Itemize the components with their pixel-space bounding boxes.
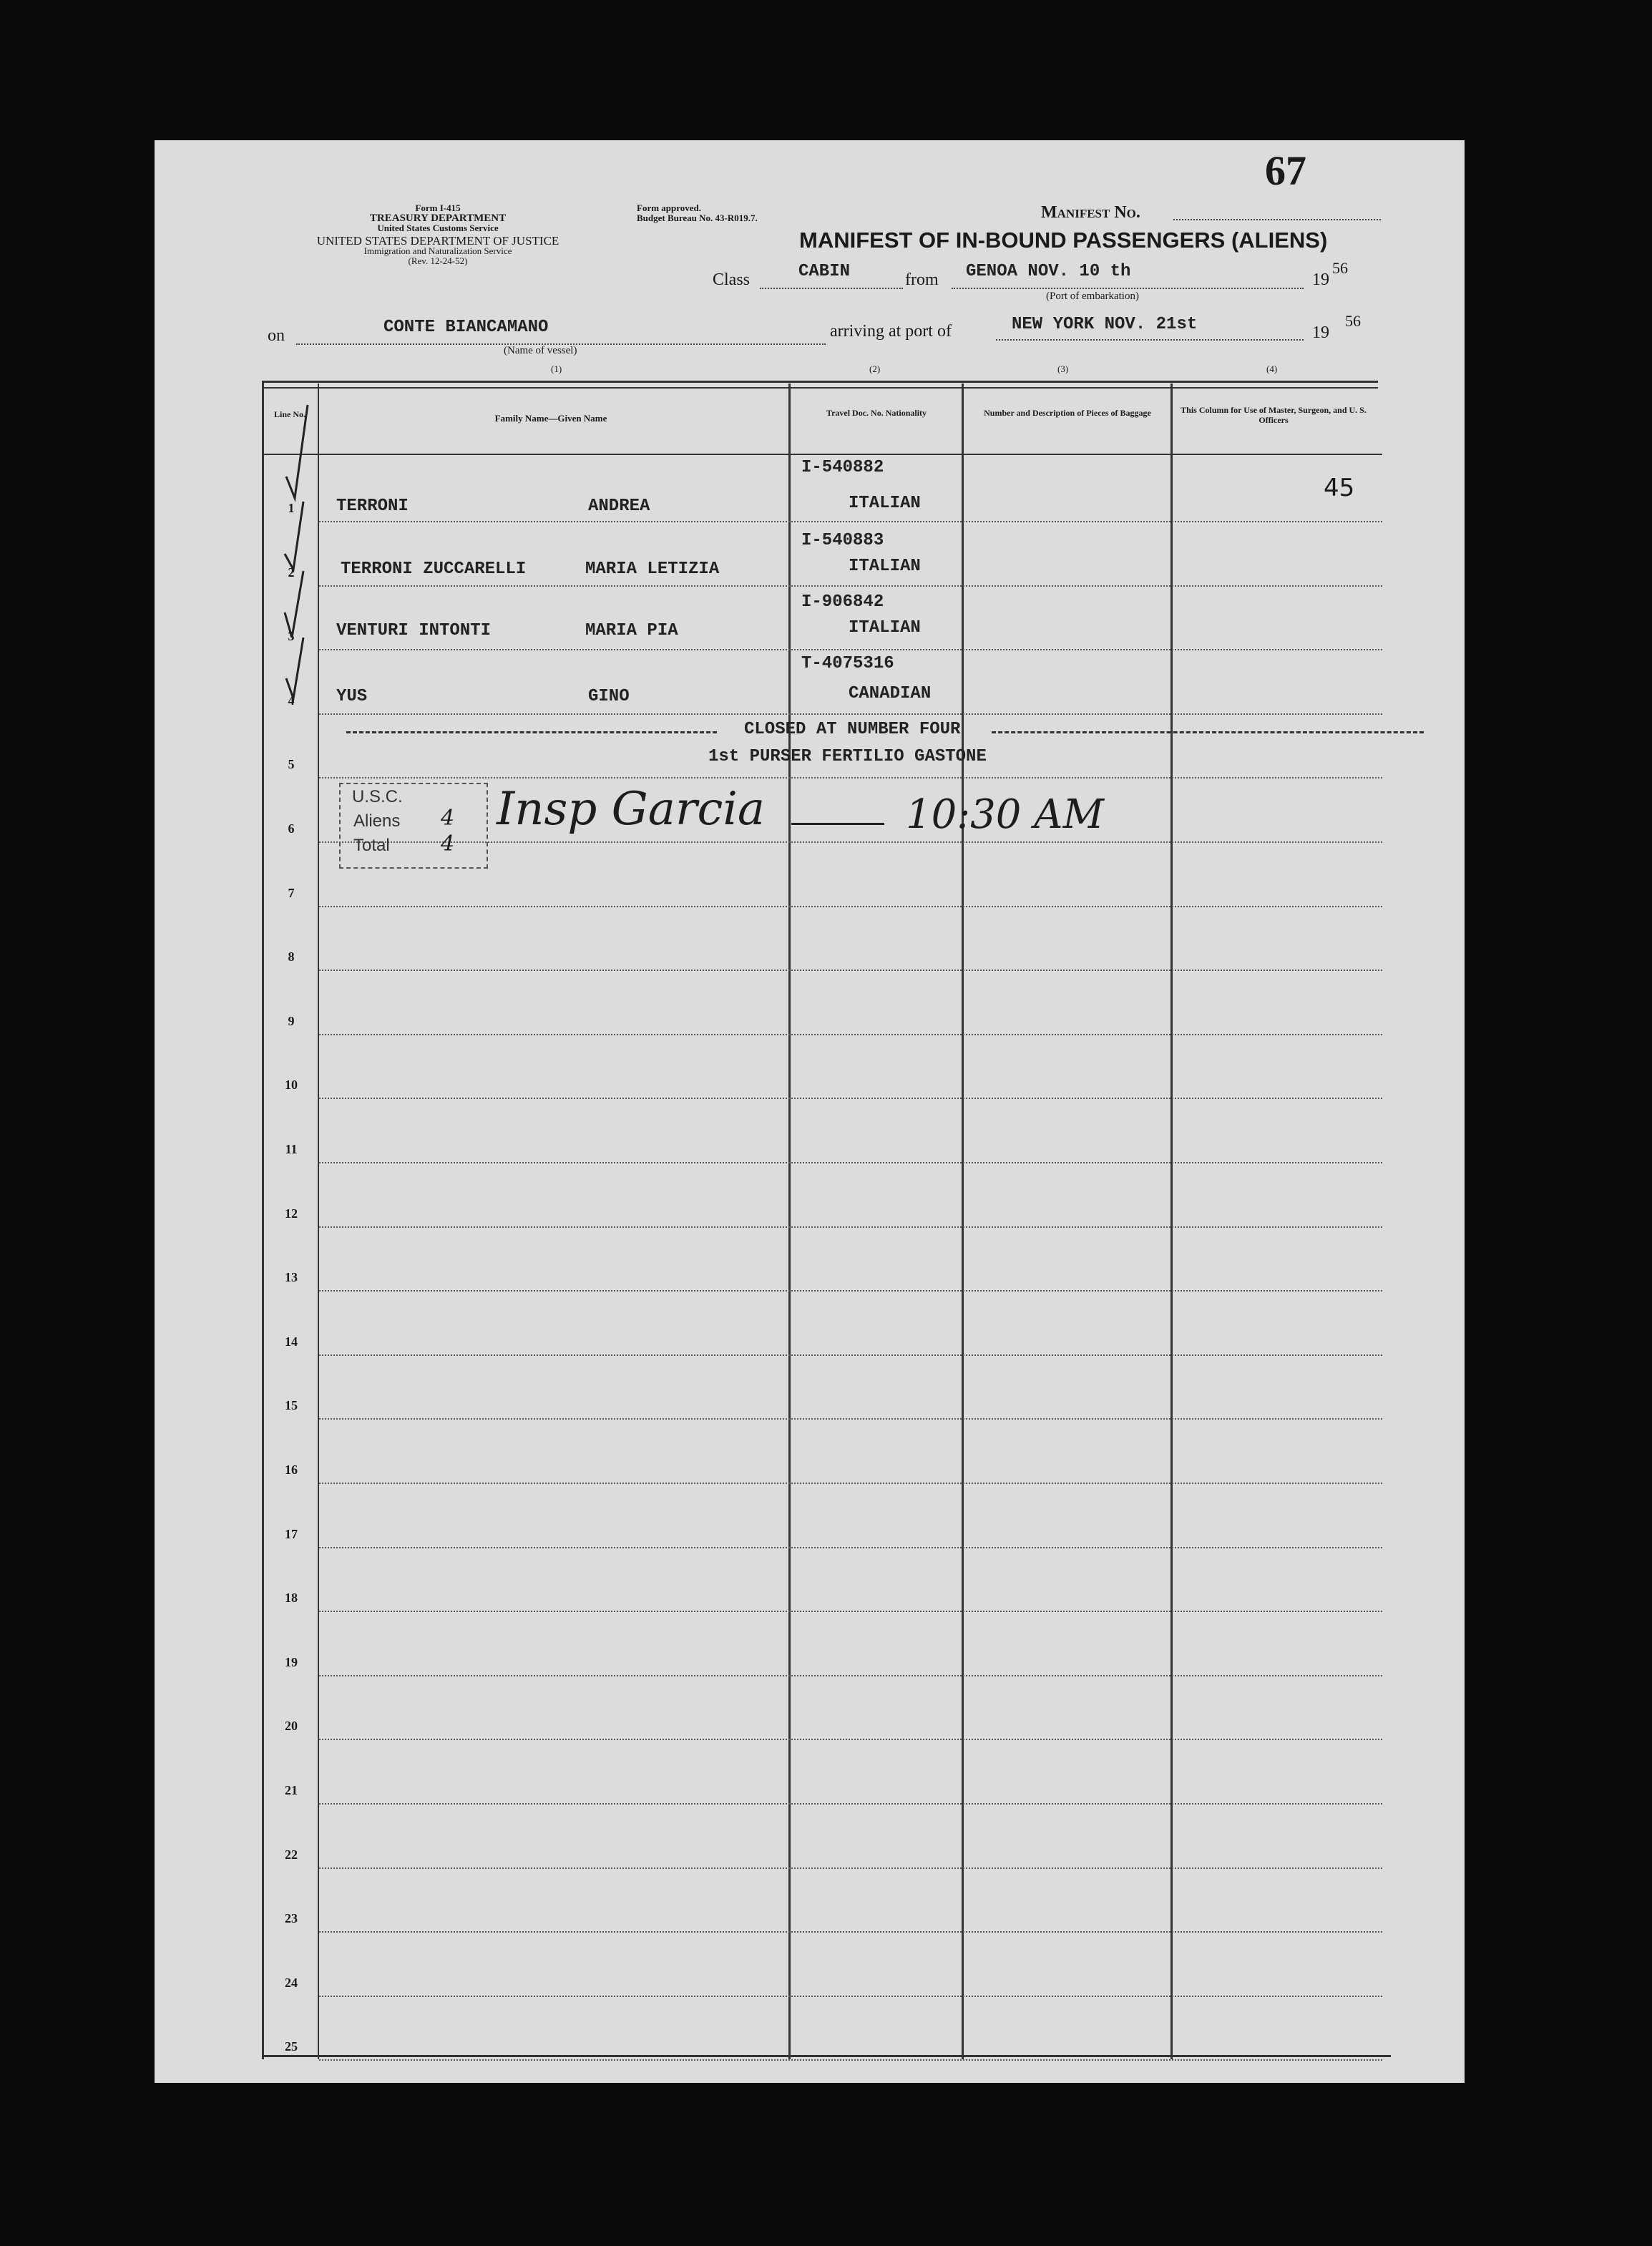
line-number: 15 [285,1398,298,1412]
row-rule [319,2059,1382,2061]
passenger-nationality: ITALIAN [849,557,921,576]
row-rule [319,1226,1382,1228]
passenger-given-name: MARIA PIA [585,621,678,640]
check-icon [286,405,308,498]
inspector-signature: Insp Garcia [497,783,765,836]
signature-stroke [791,823,884,825]
customs-service: United States Customs Service [377,223,499,233]
line-number: 10 [285,1078,298,1092]
check-icon [286,638,303,698]
purser-text: 1st PURSER FERTILIO GASTONE [708,747,987,766]
row-rule [319,1803,1382,1805]
row-rule [319,1867,1382,1869]
on-label: on [268,326,285,345]
line-number: 2 [288,565,295,580]
row-rule [319,1675,1382,1676]
passenger-doc: T-4075316 [801,654,894,673]
row-rule [319,1162,1382,1163]
line-number: 1 [288,501,295,515]
table-bottom-rule [262,2055,1391,2057]
passenger-doc: I-906842 [801,592,884,612]
form-approved-text: Form approved. [637,202,702,213]
row-rule [319,1611,1382,1612]
passenger-nationality: CANADIAN [849,684,932,703]
passenger-nationality: ITALIAN [849,618,921,638]
ins-service: Immigration and Naturalization Service [363,245,512,256]
line-number: 24 [285,1976,298,1990]
col-num-3: (3) [1057,363,1069,374]
treasury-dept: TREASURY DEPARTMENT [369,213,507,224]
class-value: CABIN [798,262,851,281]
arrival-field [996,339,1304,341]
line-number: 8 [288,949,295,964]
passenger-family-name: TERRONI [336,497,409,516]
col-header-officers: This Column for Use of Master, Surgeon, and U. S. Officers [1181,405,1367,425]
page-title: MANIFEST OF IN-BOUND PASSENGERS (ALIENS) [799,228,1328,253]
form-number: Form I-415 [415,202,461,213]
row-rule [319,1547,1382,1548]
year-prefix-1: 19 [1312,270,1329,289]
check-icon [285,502,303,570]
row-rule [319,1354,1382,1356]
year-suffix-1: 56 [1332,259,1348,277]
col-header-line: Line No. [273,409,306,419]
class-field [760,288,903,289]
passenger-doc: I-540883 [801,531,884,550]
row-rule [319,1290,1382,1292]
line-number: 11 [285,1142,298,1156]
travel-col-divider [962,384,964,2059]
officer-note: 45 [1324,474,1355,502]
line-number: 14 [285,1334,298,1349]
manifest-page [155,140,1465,2083]
row-rule [319,1098,1382,1099]
vessel-note: (Name of vessel) [504,345,577,356]
line-number: 25 [285,2039,298,2054]
passenger-given-name: ANDREA [588,497,650,516]
manifest-no-label: Manifest No. [1041,203,1140,222]
line-number: 16 [285,1463,298,1477]
row-rule [319,1418,1382,1420]
table-top-rule [262,381,1378,389]
header-left [259,203,617,266]
port-note: (Port of embarkation) [1046,290,1139,302]
page-number: 67 [1265,147,1306,194]
year-suffix-2: 56 [1345,312,1361,330]
vessel-name: CONTE BIANCAMANO [383,318,549,337]
line-number: 20 [285,1719,298,1733]
col-num-2: (2) [869,363,881,374]
manifest-no-field [1173,219,1381,220]
arriving-label: arriving at port of [830,322,952,341]
table-left-border [262,381,264,2059]
row-rule [319,906,1382,907]
class-label: Class [713,270,751,289]
inspection-time: 10:30 AM [906,791,1104,838]
line-number: 5 [288,757,295,771]
row-rule [319,777,1382,778]
line-number: 3 [288,629,295,643]
line-number: 12 [285,1206,298,1221]
stamp-title: U.S.C. [352,787,403,806]
col-num-1: (1) [551,363,562,374]
line-number: 21 [285,1783,298,1797]
row-rule [319,649,1382,650]
arrival-value: NEW YORK NOV. 21st [1012,315,1198,334]
check-icon [285,571,303,638]
passenger-family-name: YUS [336,687,368,706]
closed-text: CLOSED AT NUMBER FOUR [744,720,961,739]
row-rule [319,1034,1382,1035]
baggage-col-divider [1170,384,1173,2059]
line-number: 7 [288,886,295,900]
line-number: 18 [285,1591,298,1605]
row-rule [319,585,1382,587]
name-col-divider [788,384,791,2059]
row-rule [319,1996,1382,1997]
stamp-total-label: Total [353,836,390,855]
check-marks [279,391,343,720]
stamp-total-value: 4 [441,831,455,856]
form-approved [637,203,758,223]
from-field [952,288,1304,289]
col-header-travel: Travel Doc. No. Nationality [826,408,927,418]
line-number: 9 [288,1014,295,1028]
closing-dashes-left [346,731,717,733]
usc-stamp [339,783,488,869]
header-bottom-rule [262,454,1382,455]
passenger-nationality: ITALIAN [849,494,921,513]
row-rule [319,970,1382,971]
passenger-given-name: MARIA LETIZIA [585,560,720,579]
passenger-family-name: VENTURI INTONTI [336,621,492,640]
col-header-name: Family Name—Given Name [494,413,607,424]
line-number: 6 [288,821,295,836]
row-rule [319,1931,1382,1933]
year-prefix-2: 19 [1312,323,1329,342]
stamp-aliens-value: 4 [441,806,455,831]
passenger-doc: I-540882 [801,458,884,477]
justice-dept: UNITED STATES DEPARTMENT OF JUSTICE [316,234,559,248]
row-rule [319,521,1382,522]
row-rule [319,1739,1382,1740]
line-number: 4 [288,693,295,708]
col-header-baggage: Number and Description of Pieces of Baggage [984,408,1151,418]
line-number: 17 [285,1527,298,1541]
stamp-aliens-label: Aliens [353,811,401,831]
passenger-family-name: TERRONI ZUCCARELLI [341,560,527,579]
col-num-4: (4) [1266,363,1278,374]
row-rule [319,713,1382,715]
line-number: 23 [285,1911,298,1925]
line-number: 13 [285,1270,298,1284]
from-label: from [905,270,939,289]
revision: (Rev. 12-24-52) [408,255,468,266]
from-value: GENOA NOV. 10 th [966,262,1131,281]
closing-dashes-right [992,731,1424,733]
line-number: 22 [285,1847,298,1862]
row-rule [319,1483,1382,1484]
budget-bureau: Budget Bureau No. 43-R019.7. [637,213,758,223]
passenger-given-name: GINO [588,687,630,706]
line-number: 19 [285,1655,298,1669]
